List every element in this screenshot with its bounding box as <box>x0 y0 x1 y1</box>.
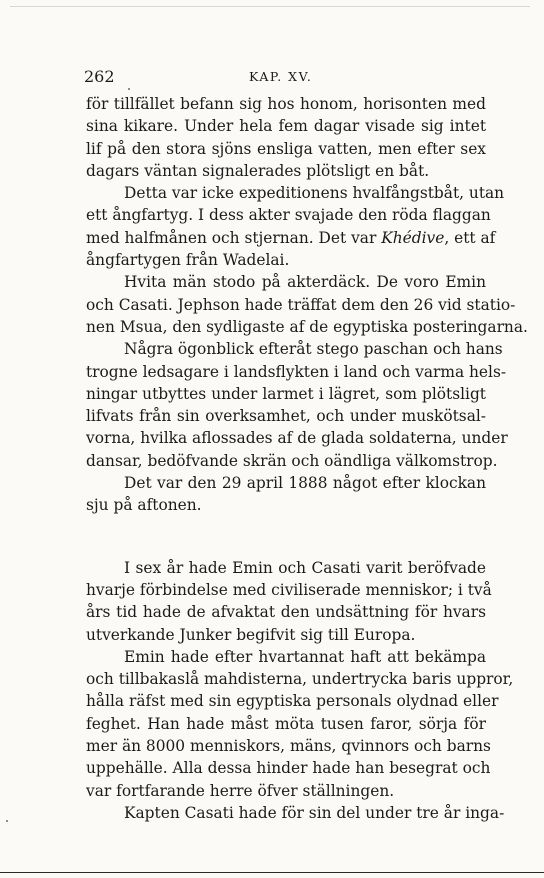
text-line: Kapten Casati hade för sin del under tre år inga- <box>124 803 505 822</box>
text-line: uppehälle. Alla dessa hinder hade han besegrat och <box>86 759 491 778</box>
text-line: lif på den stora sjöns ensliga vatten, men efter sex <box>86 139 486 158</box>
text-line: Det var den 29 april 1888 något efter klockan <box>124 474 486 493</box>
text-line: års tid hade de afvaktat den undsättning för hvars <box>86 603 486 622</box>
text-line: dansar, bedöfvande skrän och oändliga välkomstrop. <box>86 451 498 470</box>
running-head: KAP. XV. <box>249 69 313 84</box>
text-line: ett ångfartyg. I dess akter svajade den röda flaggan <box>86 206 491 225</box>
text-line: Emin hade efter hvartannat haft att bekämpa <box>124 647 486 666</box>
text-line: nen Msua, den sydligaste af de egyptiska posteringarna. <box>86 317 528 336</box>
text-line: utverkande Junker begifvit sig till Europa. <box>86 625 416 644</box>
text-line: Detta var icke expeditionens hvalfångstbåt, utan <box>124 184 505 203</box>
top-edge-line <box>10 6 530 7</box>
ink-speck <box>128 88 130 90</box>
text-line: vorna, hvilka aflossades af de glada soldaterna, under <box>86 429 508 448</box>
bottom-edge-line <box>0 872 544 873</box>
ship-name: Khédive <box>381 228 445 247</box>
text-line: lifvats från sin overksamhet, och under muskötsal- <box>86 407 486 426</box>
text-line: ningar utbyttes under larmet i lägret, som plötsligt <box>86 384 486 403</box>
text-line: I sex år hade Emin och Casati varit beröfvade <box>124 558 486 577</box>
text-line: Hvita män stodo på akterdäck. De voro Emin <box>124 273 486 292</box>
text-line: och Casati. Jephson hade träffat dem den 26 vid statio- <box>86 295 516 314</box>
text-line: var fortfarande herre öfver ställningen. <box>86 781 395 800</box>
ink-speck <box>6 820 8 822</box>
text-line: sina kikare. Under hela fem dagar visade sig intet <box>86 117 486 136</box>
page-number: 262 <box>84 67 115 86</box>
text-line: Några ögonblick efteråt stego paschan och hans <box>124 340 503 359</box>
text-line: trogne ledsagare i landsflykten i land och varma hels- <box>86 362 507 381</box>
text-line: dagars väntan signalerades plötsligt en båt. <box>86 161 430 180</box>
text-line: hålla räfst med sin egyptiska personals olydnad eller <box>86 692 499 711</box>
text-line: feghet. Han hade måst möta tusen faror, sörja för <box>86 714 486 733</box>
text-line: hvarje förbindelse med civiliserade menniskor; i två <box>86 580 492 599</box>
text-line: ångfartygen från Wadelai. <box>86 251 290 270</box>
text-line: för tillfället befann sig hos honom, horisonten med <box>86 95 486 113</box>
text-line: med halfmånen och stjernan. Det var Khédive, ett af <box>86 228 496 247</box>
page-header <box>84 67 484 87</box>
text-line: sju på aftonen. <box>86 496 202 515</box>
text-line: och tillbakaslå mahdisterna, undertrycka baris uppror, <box>86 670 514 689</box>
body-text <box>86 93 528 824</box>
text-line: mer än 8000 menniskors, mäns, qvinnors och barns <box>86 737 491 756</box>
section-gap <box>86 517 486 557</box>
